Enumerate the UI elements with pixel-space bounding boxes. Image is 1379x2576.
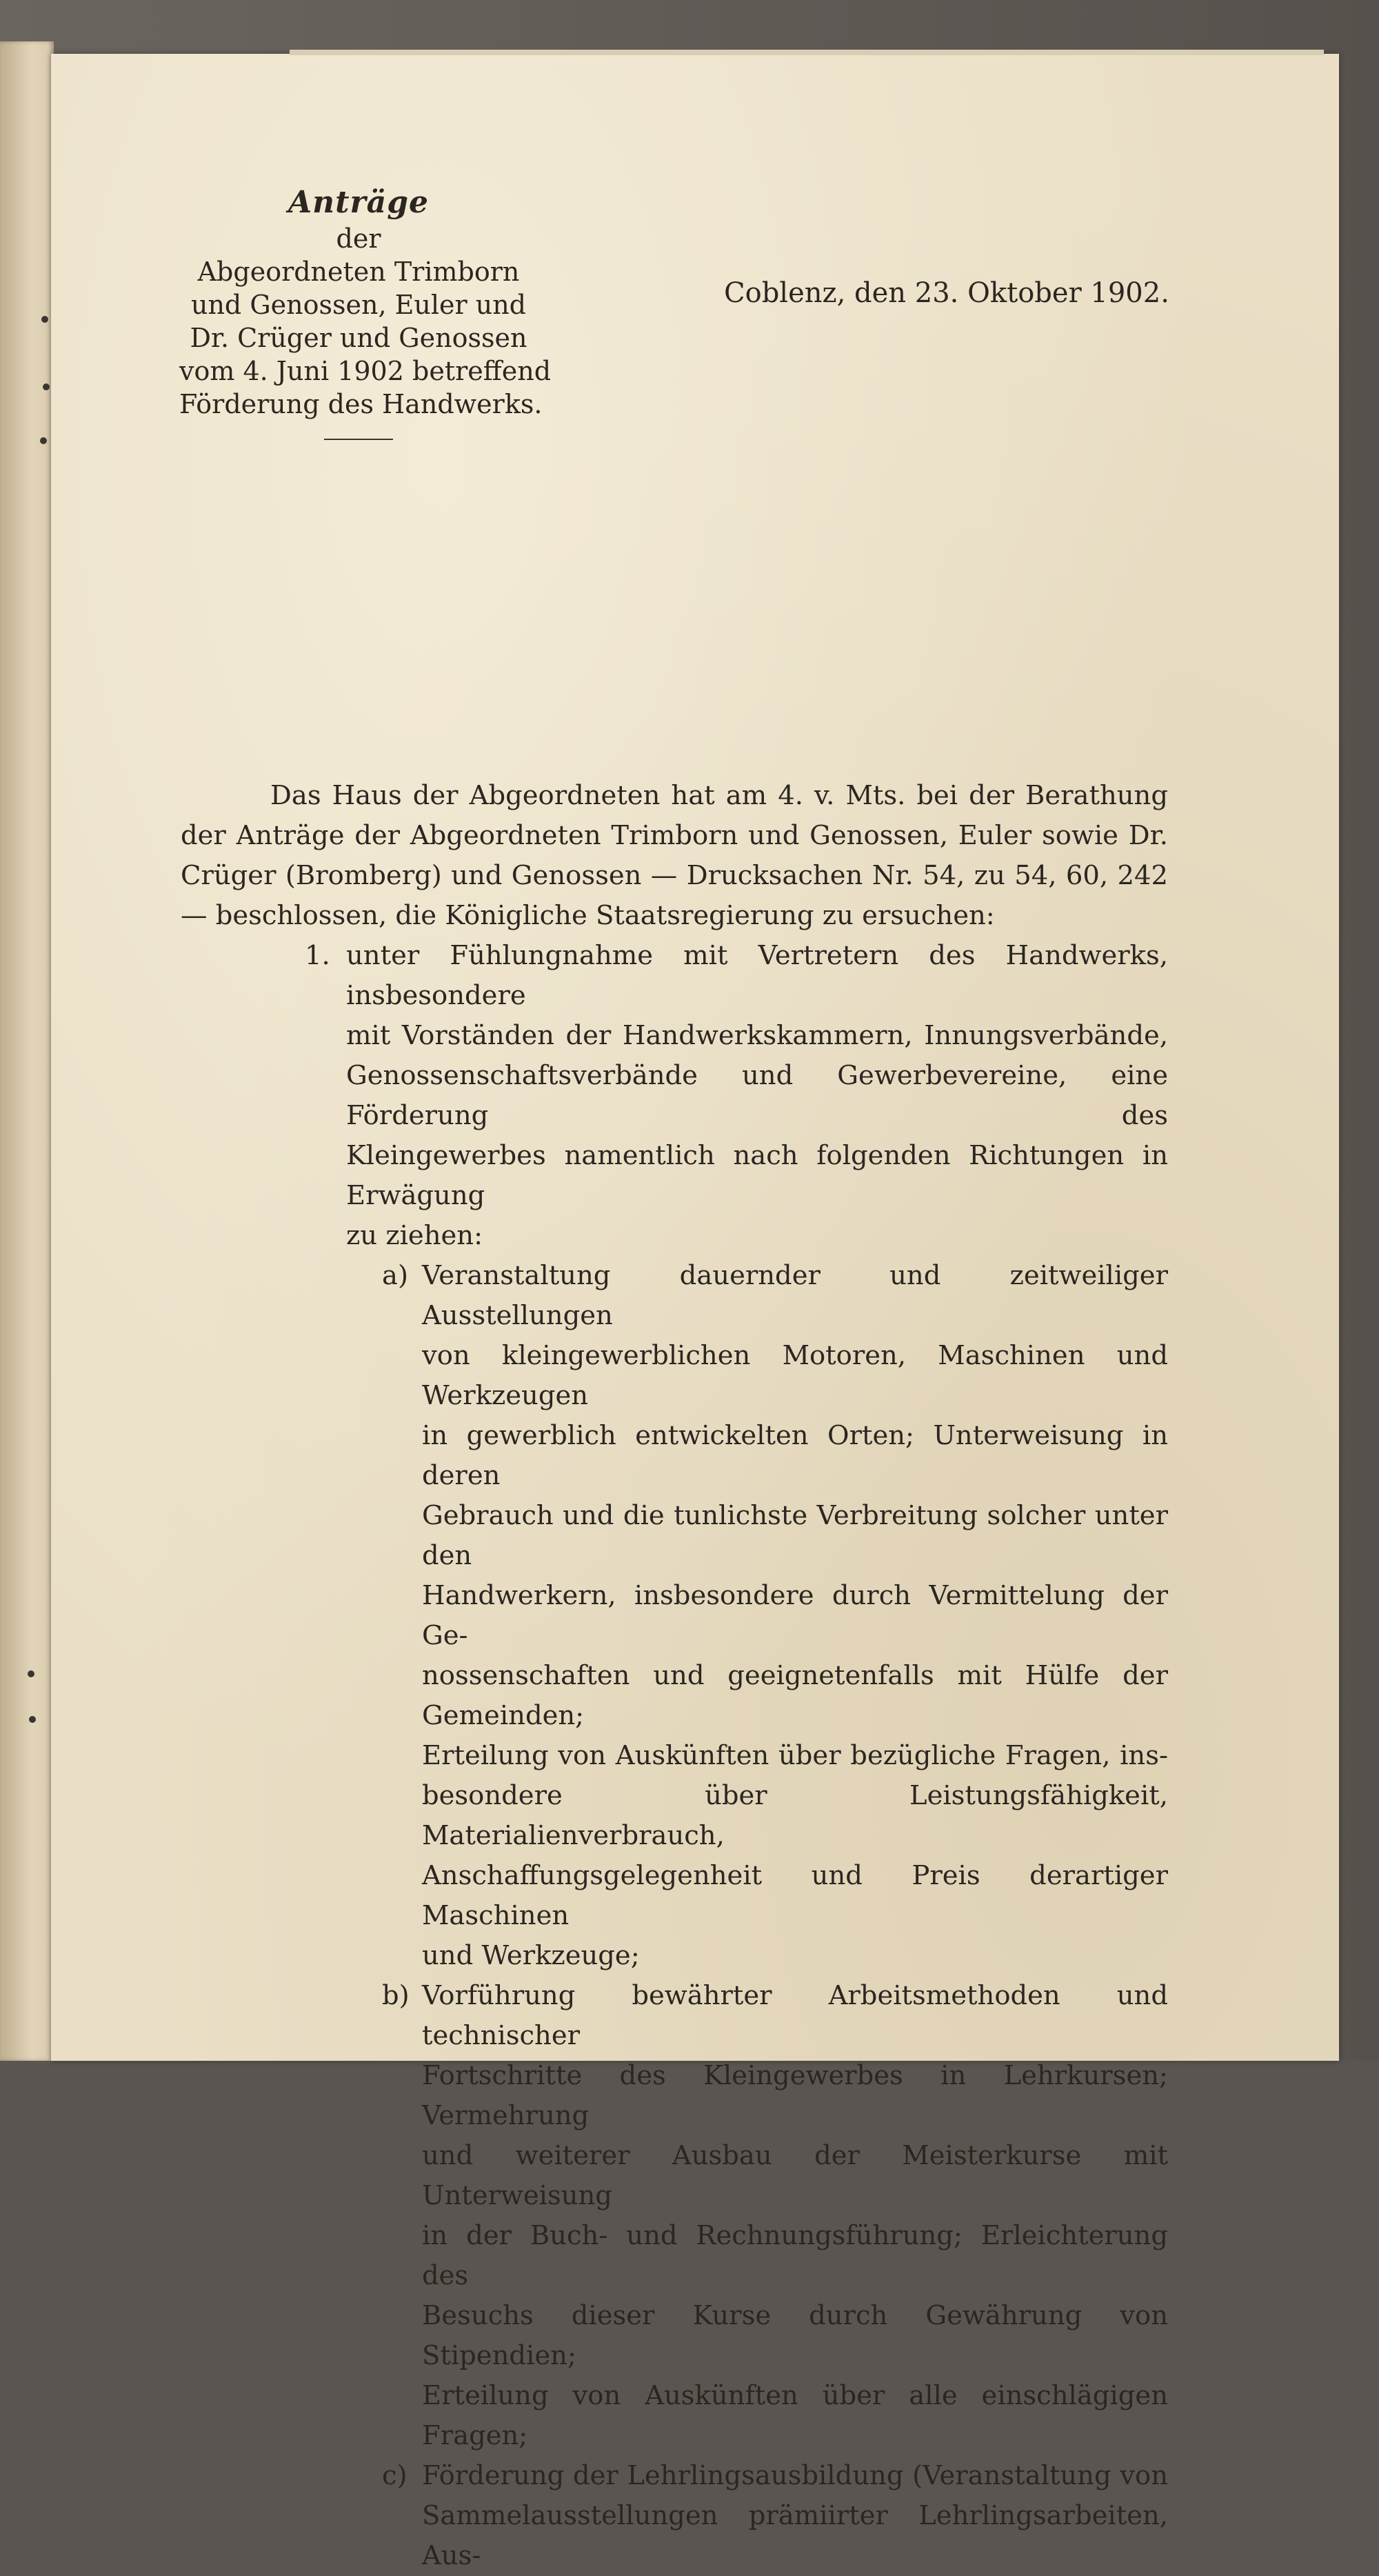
text-line: Kleingewerbes namentlich nach folgenden Richtungen in Erwägung: [346, 1140, 1168, 1211]
text-line: unter Fühlungnahme mit Vertretern des Handwerks, insbesondere: [346, 940, 1168, 1011]
text-line: Anschaffungsgelegenheit und Preis derartiger Maschinen: [422, 1860, 1168, 1931]
text-line: Erteilung von Auskünften über bezügliche Fragen, ins-: [422, 1740, 1168, 1771]
sub-item-label: a): [382, 1260, 408, 1291]
heading-line: Förderung des Handwerks.: [179, 389, 543, 419]
text-line: Das Haus der Abgeordneten hat am 4. v. Mts. bei der Berathung: [270, 780, 1168, 811]
text-line: Besuchs dieser Kurse durch Gewährung von Stipendien;: [422, 2300, 1168, 2371]
text-line: Crüger (Bromberg) und Genossen — Drucksachen Nr. 54, zu 54, 60, 242: [181, 860, 1168, 891]
document-body: [181, 776, 1168, 2576]
list-item-1: [305, 936, 1168, 1256]
text-line: Erteilung von Auskünften über alle einschlägigen Fragen;: [422, 2380, 1168, 2451]
text-line: in der Buch- und Rechnungsführung; Erleichterung des: [422, 2220, 1168, 2291]
text-line: Gebrauch und die tunlichste Verbreitung solcher unter den: [422, 1500, 1168, 1571]
text-line: Handwerkern, insbesondere durch Vermittelung der Ge-: [422, 1580, 1168, 1651]
text-line: nossenschaften und geeignetenfalls mit Hülfe der Gemeinden;: [422, 1660, 1168, 1731]
page-top-edge: [290, 50, 1324, 55]
heading-line: und Genossen, Euler und: [190, 290, 527, 320]
text-line: und Werkzeuge;: [422, 1940, 640, 1971]
heading-line: Dr. Crüger und Genossen: [190, 323, 527, 353]
heading-title: Anträge: [288, 185, 429, 220]
item-number: 1.: [305, 940, 330, 971]
text-line: — beschlossen, die Königliche Staatsregierung zu ersuchen:: [181, 900, 995, 931]
left-page-edge: [0, 41, 54, 2061]
text-line: Fortschritte des Kleingewerbes in Lehrkursen; Vermehrung: [422, 2060, 1168, 2131]
heading-line: vom 4. Juni 1902 betreffend: [179, 356, 552, 386]
heading-line: Abgeordneten Trimborn: [197, 257, 520, 287]
text-line: Vorführung bewährter Arbeitsmethoden und technischer: [422, 1980, 1168, 2051]
sub-item-a: [382, 1256, 1168, 1976]
text-line: Genossenschaftsverbände und Gewerbevereine, eine Förderung des: [346, 1060, 1168, 1131]
sub-item-label: b): [382, 1980, 410, 2011]
dateline: Coblenz, den 23. Oktober 1902.: [724, 277, 1169, 309]
sub-item-label: c): [382, 2460, 407, 2491]
text-line: von kleingewerblichen Motoren, Maschinen und Werkzeugen: [422, 1340, 1168, 1411]
text-line: Förderung der Lehrlingsausbildung (Veranstaltung von: [422, 2460, 1168, 2491]
motion-heading: [179, 185, 552, 440]
heading-line: der: [336, 223, 381, 254]
text-line: der Anträge der Abgeordneten Trimborn und Genossen, Euler sowie Dr.: [181, 820, 1168, 851]
binding-mark: [41, 316, 48, 323]
text-line: Veranstaltung dauernder und zeitweiliger Ausstellungen: [422, 1260, 1168, 1331]
intro-paragraph: [181, 776, 1168, 936]
sub-item-c: [382, 2456, 1168, 2576]
sub-item-b: [382, 1976, 1168, 2456]
binding-mark: [29, 1716, 36, 1723]
text-line: besondere über Leistungsfähigkeit, Materialienverbrauch,: [422, 1780, 1168, 1851]
text-line: zu ziehen:: [346, 1220, 483, 1251]
text-line: und weiterer Ausbau der Meisterkurse mit Unterweisung: [422, 2140, 1168, 2211]
heading-rule: [324, 439, 393, 440]
text-line: in gewerblich entwickelten Orten; Unterweisung in deren: [422, 1420, 1168, 1491]
text-line: mit Vorständen der Handwerkskammern, Innungsverbände,: [346, 1020, 1168, 1051]
binding-mark: [43, 383, 50, 390]
text-line: Sammelausstellungen prämiirter Lehrlingsarbeiten, Aus-: [422, 2500, 1168, 2571]
binding-mark: [28, 1670, 34, 1677]
binding-mark: [40, 437, 47, 444]
